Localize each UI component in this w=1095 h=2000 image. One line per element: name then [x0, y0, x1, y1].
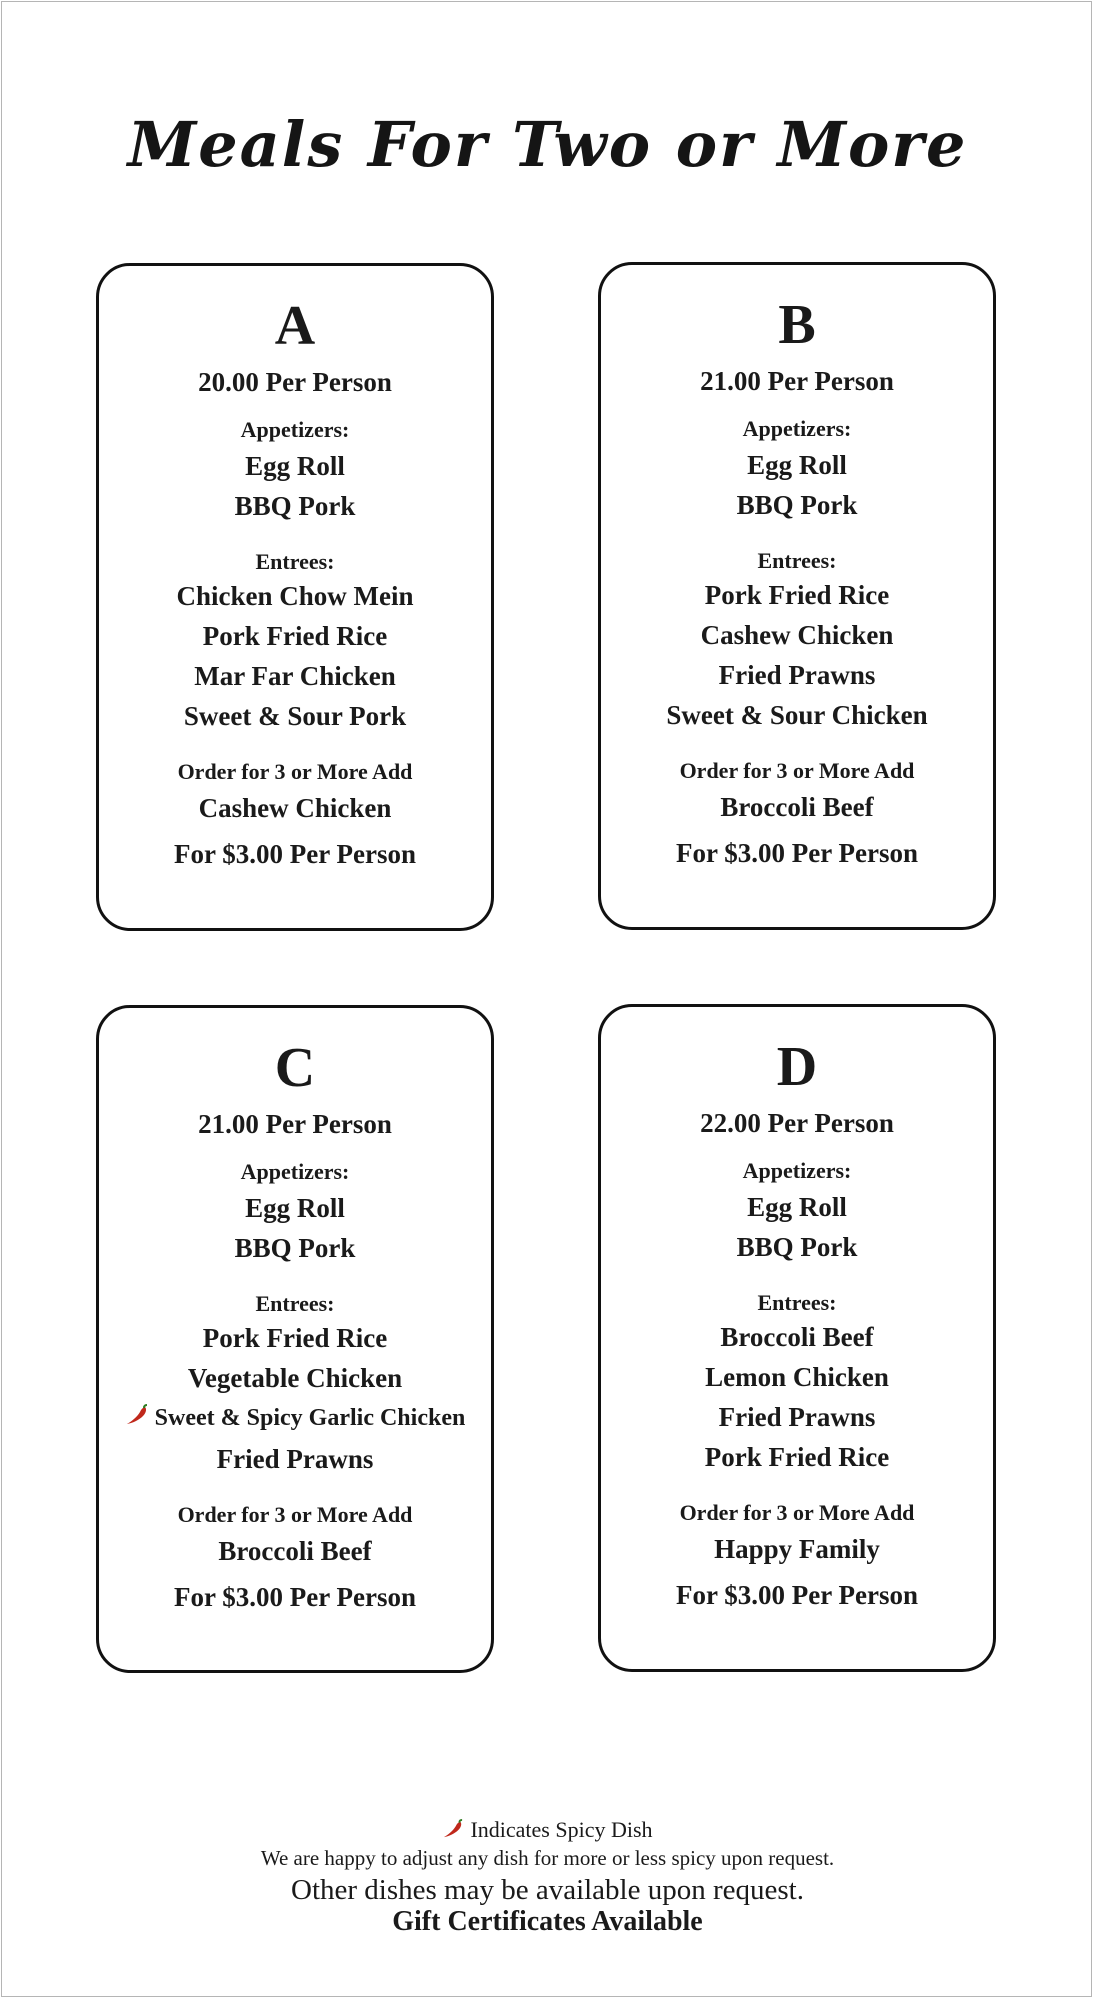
meal-price: 20.00 Per Person [198, 367, 392, 397]
addon-dish: Happy Family [714, 1534, 880, 1564]
meal-price: 22.00 Per Person [700, 1108, 894, 1138]
appetizer-item: Egg Roll [245, 1193, 345, 1223]
appetizer-item: Egg Roll [747, 450, 847, 480]
other-dishes-note: Other dishes may be available upon request. [291, 1874, 804, 1906]
entrees-label: Entrees: [255, 549, 335, 574]
chili-pepper-icon [442, 1819, 464, 1845]
order-more-label: Order for 3 or More Add [177, 1502, 413, 1528]
entree-item-label: Sweet & Spicy Garlic Chicken [154, 1405, 466, 1431]
meal-card-a [96, 263, 494, 931]
entree-item: Fried Prawns [718, 1402, 876, 1432]
order-more-label: Order for 3 or More Add [177, 759, 413, 784]
entree-item: Pork Fried Rice [704, 580, 890, 610]
meal-letter: D [776, 1036, 818, 1098]
appetizer-item: BBQ Pork [736, 1232, 858, 1262]
entree-item: Cashew Chicken [700, 620, 894, 650]
entree-item: Pork Fried Rice [202, 1323, 388, 1353]
appetizer-item: BBQ Pork [736, 490, 858, 520]
gift-certificates-note: Gift Certificates Available [392, 1906, 703, 1937]
entree-item: Vegetable Chicken [187, 1363, 403, 1393]
appetizers-label: Appetizers: [240, 417, 350, 442]
addon-price: For $3.00 Per Person [174, 1582, 416, 1613]
entree-item: Fried Prawns [718, 660, 876, 690]
meal-price: 21.00 Per Person [700, 366, 894, 396]
addon-dish: Broccoli Beef [218, 1536, 372, 1567]
appetizer-item: BBQ Pork [234, 1233, 356, 1263]
meal-letter: B [778, 294, 816, 356]
appetizer-item: Egg Roll [245, 451, 345, 481]
order-more-label: Order for 3 or More Add [679, 1500, 915, 1525]
chili-pepper-icon [125, 1399, 149, 1439]
entree-item: Pork Fried Rice [704, 1442, 890, 1472]
appetizers-label: Appetizers: [742, 416, 852, 441]
entree-item: Mar Far Chicken [194, 661, 396, 691]
addon-dish: Cashew Chicken [198, 793, 392, 823]
order-more-label: Order for 3 or More Add [679, 758, 915, 783]
meal-card-d [598, 1004, 996, 1672]
addon-price: For $3.00 Per Person [676, 1580, 918, 1610]
entree-item: Fried Prawns [216, 1444, 374, 1475]
addon-dish: Broccoli Beef [720, 792, 874, 822]
entree-item: Sweet & Sour Pork [183, 701, 407, 731]
meal-card-c [96, 1005, 494, 1673]
meal-letter: C [274, 1037, 316, 1099]
appetizers-label: Appetizers: [240, 1159, 350, 1184]
entrees-label: Entrees: [757, 1290, 837, 1315]
entree-item: Chicken Chow Mein [176, 581, 414, 611]
entrees-label: Entrees: [255, 1291, 335, 1316]
entree-item: Lemon Chicken [705, 1362, 889, 1392]
entree-item-spicy [99, 1398, 491, 1439]
entree-item: Pork Fried Rice [202, 621, 388, 651]
entree-item: Broccoli Beef [720, 1322, 874, 1352]
appetizers-label: Appetizers: [742, 1158, 852, 1183]
entrees-label: Entrees: [757, 548, 837, 573]
spicy-note: We are happy to adjust any dish for more or less spicy upon request. [260, 1846, 835, 1870]
appetizer-item: Egg Roll [747, 1192, 847, 1222]
spicy-legend [0, 1817, 1095, 1845]
meal-price: 21.00 Per Person [198, 1109, 392, 1139]
appetizer-item: BBQ Pork [234, 491, 356, 521]
page-title: Meals For Two or More [127, 108, 968, 181]
addon-price: For $3.00 Per Person [174, 839, 416, 869]
meal-letter: A [274, 295, 316, 357]
meal-card-b [598, 262, 996, 930]
addon-price: For $3.00 Per Person [676, 838, 918, 868]
entree-item: Sweet & Sour Chicken [666, 700, 928, 730]
spicy-legend-text: Indicates Spicy Dish [470, 1817, 653, 1842]
